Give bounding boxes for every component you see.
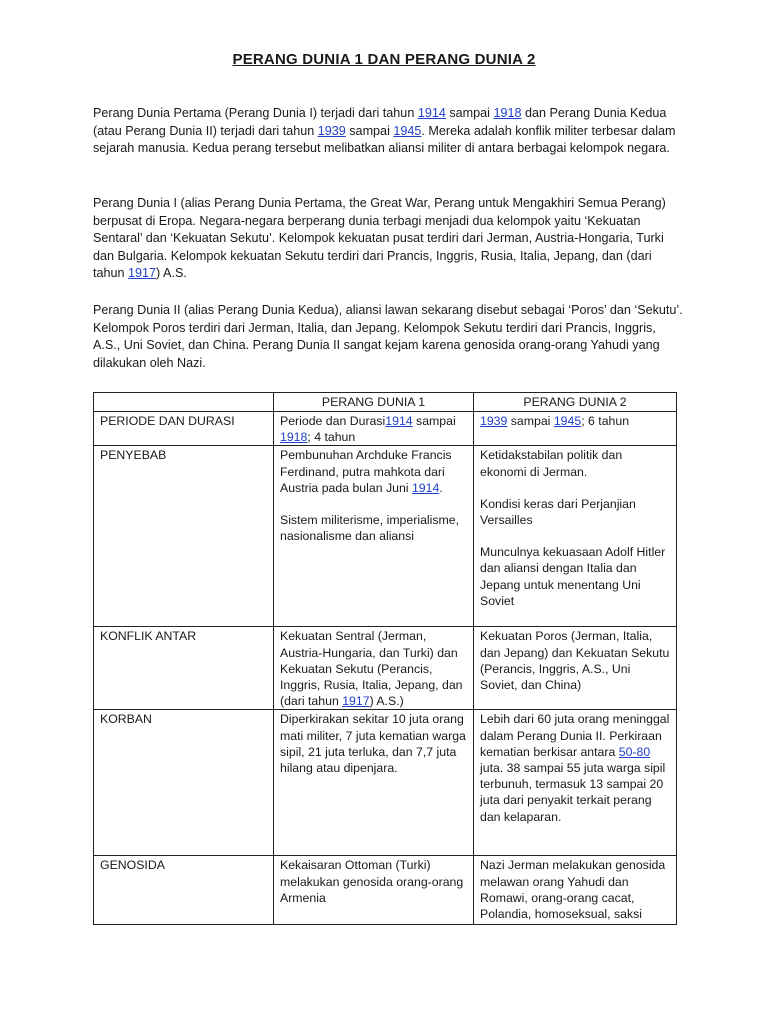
cell-korban-ww2 — [474, 710, 677, 856]
cell-penyebab-ww2 — [474, 446, 677, 627]
text-run: ) A.S. — [156, 266, 187, 281]
text-run: Pembunuhan Archduke Francis Ferdinand, putra mahkota dari Austria pada bulan Juni — [280, 448, 452, 495]
link-1939[interactable]: 1939 — [317, 123, 346, 138]
text-run: Ketidakstabilan politik dan ekonomi di Jerman. — [480, 448, 623, 479]
table-row — [94, 412, 677, 446]
header-empty — [94, 393, 274, 412]
cell-konflik-ww1 — [274, 627, 474, 710]
comparison-table — [93, 392, 677, 925]
table-row — [94, 446, 677, 627]
page-title: PERANG DUNIA 1 DAN PERANG DUNIA 2 — [232, 51, 536, 68]
text-run: Lebih dari 60 juta orang meninggal dalam Perang Dunia II. Perkiraan kematian berkisar antara — [480, 712, 670, 759]
cell-genosida-ww1: Kekaisaran Ottoman (Turki) melakukan genosida orang-orang Armenia — [274, 856, 474, 925]
table-row — [94, 856, 677, 925]
text-run: ; 6 tahun — [581, 414, 630, 428]
link-1917[interactable]: 1917 — [128, 266, 157, 281]
text-run: Sistem militerisme, imperialisme, nasionalisme dan aliansi — [280, 513, 460, 544]
row-label-konflik: KONFLIK ANTAR — [94, 627, 274, 710]
text-run: sampai — [507, 414, 554, 428]
text-run: Periode dan Durasi — [280, 414, 386, 428]
link-1939[interactable]: 1939 — [480, 414, 508, 428]
row-label-penyebab: PENYEBAB — [94, 446, 274, 627]
text-run: Perang Dunia Pertama (Perang Dunia I) terjadi dari tahun — [93, 106, 418, 120]
text-run: Munculnya kekuasaan Adolf Hitler dan aliansi dengan Italia dan Jepang untuk menentang Uni Soviet — [480, 545, 666, 608]
intro-paragraph-3: Perang Dunia II (alias Perang Dunia Kedua), aliansi lawan sekarang disebut sebagai ‘Poros’ dan ‘Sekutu’. Kelompok Poros terdiri dari Jerman, Italia, dan Jepang. Kelompok Sekutu terdiri dari Prancis, Inggris, A.S., Uni Soviet, dan China. Perang Dunia II sangat kejam karena genosida orang-orang Yahudi yang dilakukan oleh Nazi. — [93, 303, 683, 370]
link-1918[interactable]: 1918 — [280, 430, 308, 445]
row-label-korban: KORBAN — [94, 710, 274, 856]
text-run: juta. 38 sampai 55 juta warga sipil terbunuh, termasuk 13 sampai 20 juta dari penyakit terkait perang dan kelaparan. — [480, 761, 666, 824]
text-run: ; 4 tahun — [307, 430, 356, 445]
text-run: sampai — [345, 123, 394, 138]
link-1914[interactable]: 1914 — [385, 414, 413, 428]
cell-penyebab-ww1 — [274, 446, 474, 627]
text-run: . — [439, 480, 443, 495]
text-run: ) A.S.) — [369, 694, 404, 709]
text-run: sampai — [412, 414, 456, 428]
link-1914[interactable]: 1914 — [417, 106, 446, 120]
text-run: sampai — [445, 106, 494, 120]
link-1914[interactable]: 1914 — [411, 480, 440, 495]
cell-periode-ww2 — [474, 412, 677, 446]
intro-paragraph-1 — [93, 105, 683, 158]
link-1945[interactable]: 1945 — [553, 414, 582, 428]
intro-paragraph-2 — [93, 195, 683, 283]
link-50-80[interactable]: 50-80 — [618, 744, 651, 759]
table-row — [94, 627, 677, 710]
row-label-periode: PERIODE DAN DURASI — [94, 412, 274, 446]
table-header-row — [94, 393, 677, 412]
cell-korban-ww1: Diperkirakan sekitar 10 juta orang mati militer, 7 juta kematian warga sipil, 21 juta terluka, dan 7,7 juta hilang atau dipenjara. — [274, 710, 474, 856]
header-ww2: PERANG DUNIA 2 — [474, 393, 677, 412]
row-label-genosida: GENOSIDA — [94, 856, 274, 925]
text-run: dan Perang Dunia Kedua (atau Perang Dunia II) terjadi dari tahun — [93, 106, 667, 138]
cell-konflik-ww2: Kekuatan Poros (Jerman, Italia, dan Jepang) dan Kekuatan Sekutu (Perancis, Inggris, A.S., Uni Soviet, dan China) — [474, 627, 677, 710]
link-1918[interactable]: 1918 — [493, 106, 522, 120]
link-1917[interactable]: 1917 — [342, 694, 370, 709]
text-run: Kekuatan Sentral (Jerman, Austria-Hungaria, dan Turki) dan Kekuatan Sekutu (Perancis, Inggris, Rusia, Italia, Jepang, dan (dari tahun — [280, 629, 463, 709]
table-row — [94, 710, 677, 856]
text-run: Perang Dunia I (alias Perang Dunia Pertama, the Great War, Perang untuk Mengakhiri Semua Perang) berpusat di Eropa. Negara-negara berperang dunia terbagi menjadi dua kelompok yaitu ‘Kekuatan Sentaral’ dan ‘Kekuatan Sekutu’. Kelompok kekuatan pusat terdiri dari Jerman, Austria-Hongaria, Turki dan Bulgaria. Kelompok kekuatan Sekutu terdiri dari Prancis, Inggris, Rusia, Italia, Jepang, dan (dari tahun — [93, 196, 666, 281]
header-ww1: PERANG DUNIA 1 — [274, 393, 474, 412]
cell-periode-ww1 — [274, 412, 474, 446]
cell-genosida-ww2: Nazi Jerman melakukan genosida melawan orang Yahudi dan Romawi, orang-orang cacat, Polandia, homoseksual, saksi — [474, 856, 677, 925]
text-run: Kondisi keras dari Perjanjian Versailles — [480, 496, 636, 528]
text-run: . Mereka adalah konflik militer terbesar dalam sejarah manusia. Kedua perang tersebut melibatkan aliansi militer di antara berbagai kelompok negara. — [93, 123, 676, 156]
link-1945[interactable]: 1945 — [393, 123, 422, 138]
